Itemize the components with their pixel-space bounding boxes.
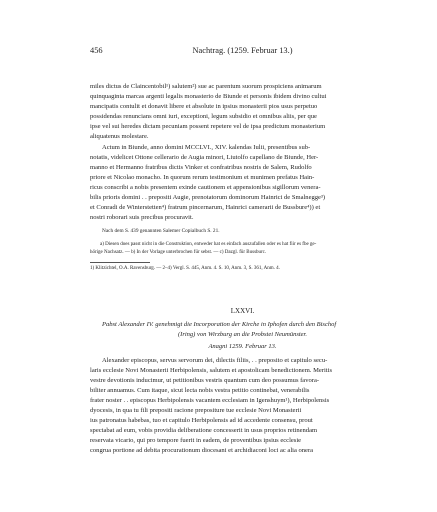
footnote-line: 1) Klitzichtel, O.A. Ravensburg. — 2–4) Vergl. S. 445, Anm. 4. S. 10, Anm. 3, S. 361, Anm. 4.: [90, 266, 280, 271]
source-note: [90, 227, 395, 235]
text-line: reservata vicario, qui pro tempore fuerit in eadem, de proventibus ipsius ecclesie: [90, 437, 302, 445]
text-line: nostri roborari suis precibus procuravit.: [90, 214, 194, 222]
regest-line: Pabst Alexander IV. genehmigt die Incorporation der Kirche in Iphofen durch den Bischof: [102, 321, 337, 328]
doc1-paragraph-2: [90, 143, 395, 223]
text-line: vestre devotionis inducimur, ut petitionibus vestris quantum cum deo possumus favora-: [90, 377, 320, 385]
page-number: 456: [90, 46, 103, 55]
dateline: Anagni 1259. Februar 13.: [208, 343, 277, 350]
text-line: Alexander episcopus, servus servorum dei, dilectis filiis, . . preposito et capitulo secu-: [102, 357, 328, 364]
text-line: spectabat ad eum, vobis providia deliberatione concesserit in usus proprios retinendam: [90, 427, 318, 435]
document-number: LXXVI.: [230, 307, 255, 315]
running-title: Nachtrag. (1259. Februar 13.): [192, 46, 293, 55]
text-line: congrua portione ad debita procurationum diocesani et archidiaconi loci ac alia onera: [90, 447, 314, 455]
text-line: laris ecclesie Novi Monasterii Herbipolensis, salutem et apostolicam benedictionem. Meritis: [90, 367, 332, 375]
text-line: et Conradi de Winterstetten⁴) fratrum pincernarum, Hainrici camerarii de Bussbure⁴)) et: [90, 204, 321, 212]
text-line: biliter annuamus. Cum itaque, sicut lecta nobis vestra petitio continebat, venerabilis: [90, 387, 310, 395]
text-line: miles dictus de Claincentobil¹) salutem²) sue ac parentum suorum prospiciens animarum: [90, 83, 322, 90]
text-line: priore et Nicolao monacho. In quorum rerum testimonium et munimen prefatus Hain-: [90, 174, 315, 182]
regest-line: (Iring) von Wirzburg an die Probstei Neumünster.: [178, 331, 307, 339]
text-line: notatis, videlicet Ottone cellerario de Augia minori, Liutolfo capellano de Biunde, Her-: [90, 154, 319, 162]
text-line: possidendas renuncians omni iuri, exceptioni, legum subsidio et omnibus aliis, per que: [90, 113, 317, 121]
doc2-paragraph-1: [90, 356, 395, 456]
text-line: dyocesis, in qua tu fili prepositi racione prepositure tue ecclesie Novi Monasterii: [90, 407, 302, 415]
text-line: ricus conscribi a nobis presentem exinde cautionem et appensionibus sigillorum venera-: [90, 184, 321, 192]
text-line: frater noster . . episcopus Herbipolensis vacantem ecclesiam in Igenshuym¹), Herbipolensis: [90, 397, 330, 405]
text-line: aliquatenus molestare.: [90, 133, 149, 141]
text-line: ipse vel sui heredes dictam pecuniam possent repetere vel de ipsa predictum monasterium: [90, 123, 326, 131]
regest: [90, 320, 395, 340]
doc1-paragraph-1: [90, 82, 395, 142]
text-line: quinquaginta marcas argenti legalis monasterio de Biunde et personis ibidem divino cultui: [90, 93, 327, 101]
text-line: manno et Hermanno fratribus dictis Vinker et confratribus nostris de Salem, Rudolfo: [90, 164, 312, 172]
footnote-rule: [90, 262, 150, 263]
note-line: a) Diesen does passt nicht in die Construktion, entweder hat es einfach auszufallen oder es hat fiir es fbe ge-: [100, 242, 317, 247]
text-line: bilis prioris domini . . prepositi Augie, prenotatorum dominorum Hainrici de Smalnegge³): [90, 194, 326, 202]
text-line: mancipatis contulit et donavit libere et absolute in ipsius monasterii pios usus perpetuo: [90, 103, 318, 111]
text-line: Actum in Biunde, anno domini MCCLVI., XIV. kalendas Iulii, presentibus sub-: [102, 144, 311, 151]
footnotes: [90, 265, 395, 273]
note-line: hörige Nachsatz. — b) In der Vorlage unterbrochen für sebst. — c) Dazgl. für Bussburc.: [90, 249, 267, 255]
critical-apparatus: [90, 241, 395, 257]
source-line: Nach dem S. 439 genannten Salemer Copialbuch S. 21.: [102, 228, 220, 234]
text-line: ius patronatus habebas, tuo et capitulo Herbipolensis ad id accedente consensu, prout: [90, 417, 313, 425]
